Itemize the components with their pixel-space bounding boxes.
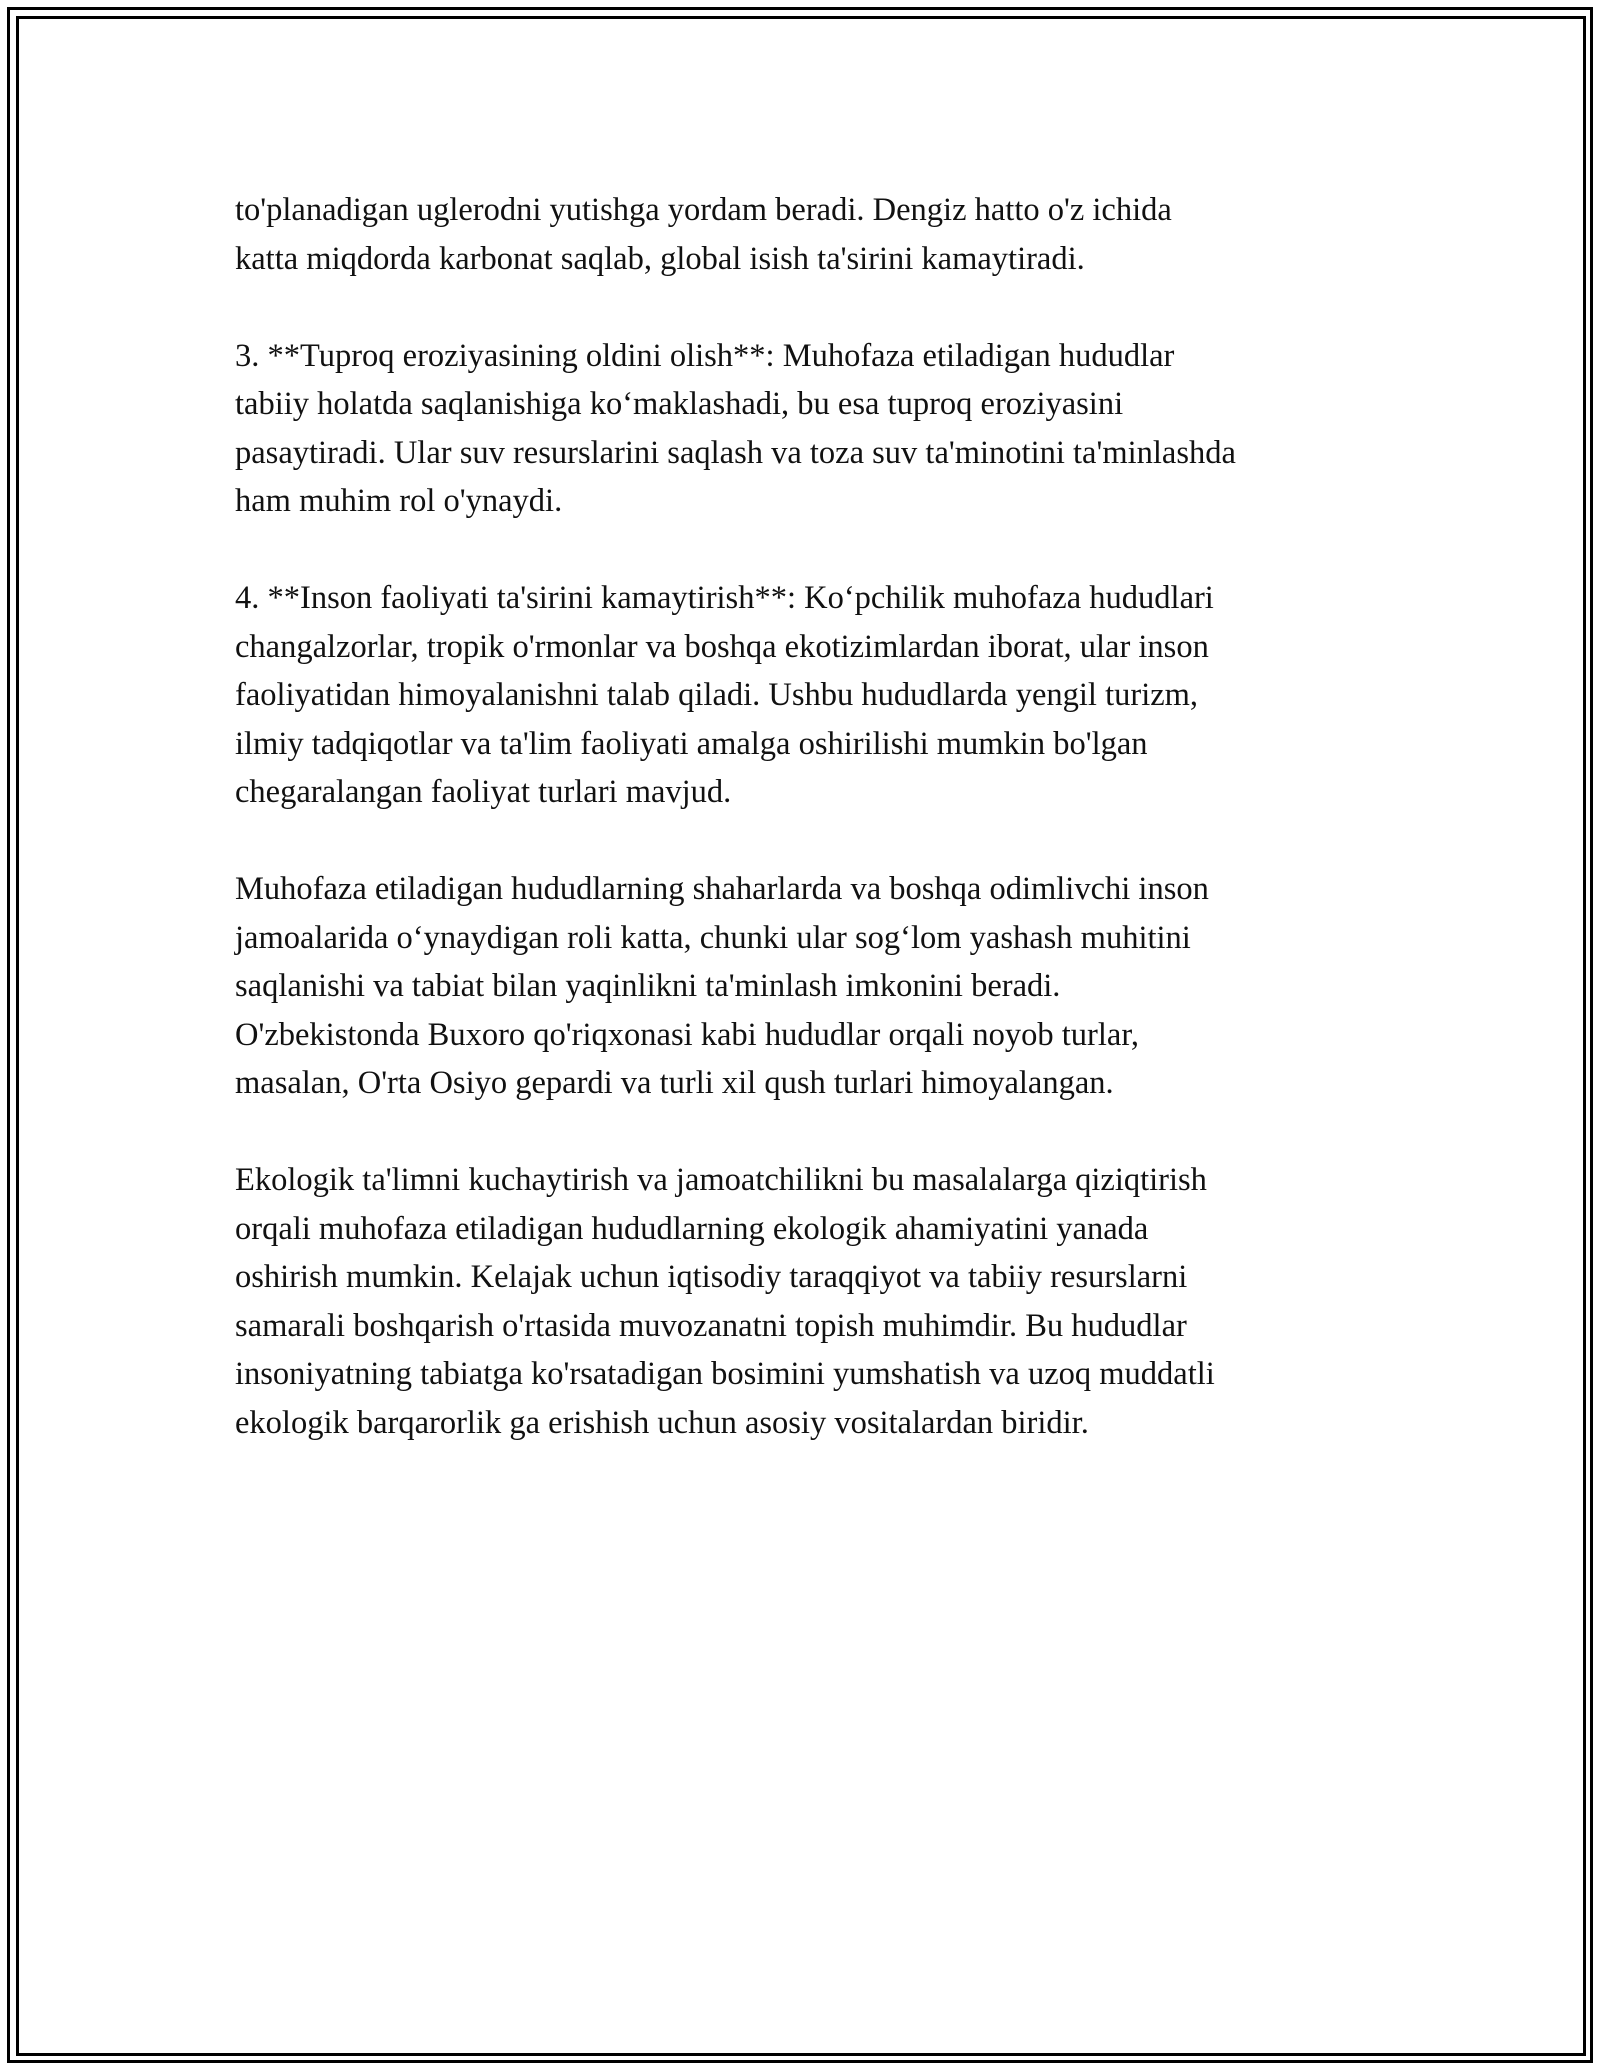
paragraph-carbon <box>235 186 1395 283</box>
document-body <box>235 186 1395 1496</box>
text-line: insoniyatning tabiatga ko'rsatadigan bosimini yumshatish va uzoq muddatli <box>235 1356 1215 1392</box>
text-line: saqlanishi va tabiat bilan yaqinlikni ta'minlash imkonini beradi. <box>235 968 1061 1004</box>
paragraph-urban-role <box>235 865 1395 1108</box>
text-line: chegaralangan faoliyat turlari mavjud. <box>235 774 732 810</box>
text-line: ham muhim rol o'ynaydi. <box>235 483 563 519</box>
text-line: to'planadigan uglerodni yutishga yordam beradi. Dengiz hatto o'z ichida <box>235 192 1172 228</box>
text-line: Ekologik ta'limni kuchaytirish va jamoatchilikni bu masalalarga qiziqtirish <box>235 1162 1207 1198</box>
text-line: Muhofaza etiladigan hududlarning shaharlarda va boshqa odimlivchi inson <box>235 871 1209 907</box>
text-line: samarali boshqarish o'rtasida muvozanatni topish muhimdir. Bu hududlar <box>235 1307 1187 1344</box>
text-line: pasaytiradi. Ular suv resurslarini saqlash va toza suv ta'minotini ta'minlashda <box>235 434 1236 471</box>
text-line: katta miqdorda karbonat saqlab, global isish ta'sirini kamaytiradi. <box>235 240 1085 277</box>
text-line: oshirish mumkin. Kelajak uchun iqtisodiy taraqqiyot va tabiiy resurslarni <box>235 1259 1188 1295</box>
text-line: 3. **Tuproq eroziyasining oldini olish**: Muhofaza etiladigan hududlar <box>235 337 1175 374</box>
text-line: orqali muhofaza etiladigan hududlarning ekologik ahamiyatini yanada <box>235 1210 1149 1247</box>
text-line: 4. **Inson faoliyati ta'sirini kamaytirish**: Ko‘pchilik muhofaza hududlari <box>235 580 1214 616</box>
text-line: masalan, O'rta Osiyo gepardi va turli xil qush turlari himoyalangan. <box>235 1065 1114 1101</box>
paragraph-education <box>235 1156 1395 1447</box>
text-line: faoliyatidan himoyalanishni talab qiladi. Ushbu hududlarda yengil turizm, <box>235 677 1199 713</box>
text-line: changalzorlar, tropik o'rmonlar va boshqa ekotizimlardan iborat, ular inson <box>235 628 1209 665</box>
paragraph-soil-erosion <box>235 332 1395 526</box>
paragraph-human-impact <box>235 574 1395 817</box>
text-line: ekologik barqarorlik ga erishish uchun asosiy vositalardan biridir. <box>235 1404 1089 1441</box>
text-line: tabiiy holatda saqlanishiga ko‘maklashadi, bu esa tuproq eroziyasini <box>235 386 1124 422</box>
text-line: O'zbekistonda Buxoro qo'riqxonasi kabi hududlar orqali noyob turlar, <box>235 1016 1139 1053</box>
text-line: ilmiy tadqiqotlar va ta'lim faoliyati amalga oshirilishi mumkin bo'lgan <box>235 725 1148 762</box>
text-line: jamoalarida o‘ynaydigan roli katta, chunki ular sog‘lom yashash muhitini <box>235 919 1191 956</box>
